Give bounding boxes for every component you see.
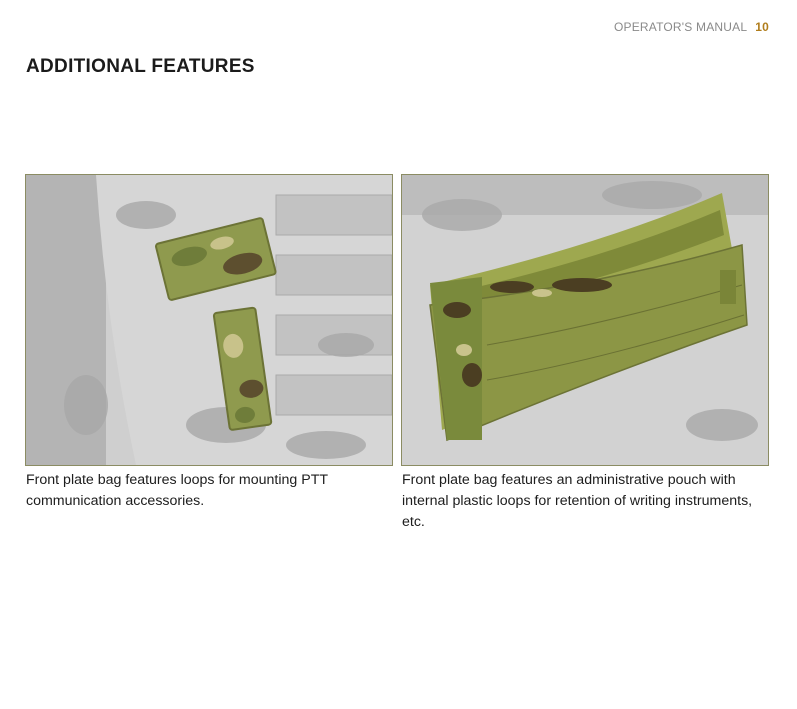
ptt-loops-illustration	[26, 175, 392, 465]
running-header	[614, 20, 769, 34]
figure-caption-ptt: Front plate bag features loops for mounting PTT communication accessories.	[26, 472, 328, 509]
figure-ptt-loops-photo	[25, 174, 393, 466]
admin-pouch-illustration	[402, 175, 768, 465]
manual-label: OPERATOR'S MANUAL	[613, 20, 748, 34]
figure-admin-pouch-photo	[401, 174, 769, 466]
page-number: 10	[755, 20, 769, 34]
section-title: ADDITIONAL FEATURES	[26, 56, 255, 77]
figure-caption-admin-pouch: Front plate bag features an administrative pouch with internal plastic loops for retention of writing instruments, etc.	[402, 472, 753, 530]
